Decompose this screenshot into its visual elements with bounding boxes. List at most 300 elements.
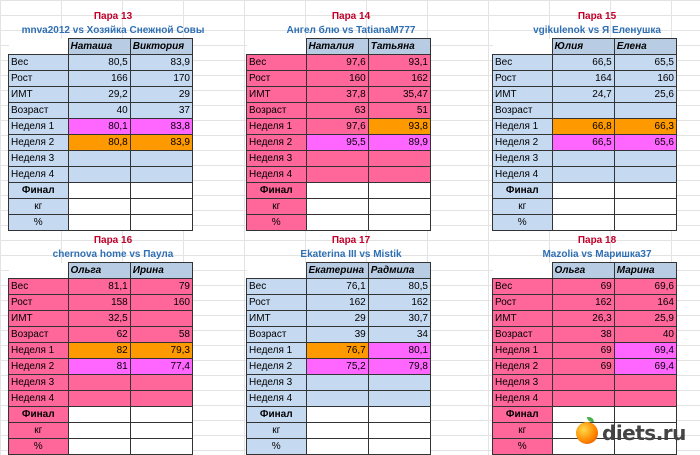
- value-cell[interactable]: [368, 215, 430, 231]
- kg-row: [9, 423, 193, 439]
- value-cell[interactable]: [552, 183, 614, 199]
- pct-row: [247, 215, 431, 231]
- pct-label: %: [493, 215, 553, 231]
- row-label: Возраст: [493, 103, 553, 119]
- value-cell[interactable]: 79,8: [368, 359, 430, 375]
- pair-block: [246, 10, 456, 231]
- row-label: Неделя 3: [9, 151, 69, 167]
- value-cell[interactable]: [130, 375, 192, 391]
- participant-name: Марина: [614, 263, 676, 279]
- value-cell[interactable]: 160: [130, 295, 192, 311]
- value-cell[interactable]: [130, 391, 192, 407]
- logo-text: diets.ru: [602, 421, 686, 445]
- value-cell[interactable]: [552, 167, 614, 183]
- value-cell[interactable]: [614, 167, 676, 183]
- value-cell[interactable]: 80,1: [368, 343, 430, 359]
- data-row: [493, 279, 677, 295]
- value-cell[interactable]: [68, 391, 130, 407]
- data-row: [9, 135, 193, 151]
- value-cell[interactable]: 82: [68, 343, 130, 359]
- data-row: [9, 55, 193, 71]
- value-cell[interactable]: [306, 423, 368, 439]
- data-row: [247, 279, 431, 295]
- pct-row: [247, 439, 431, 455]
- value-cell[interactable]: [614, 215, 676, 231]
- pct-row: [493, 215, 677, 231]
- value-cell[interactable]: [368, 151, 430, 167]
- row-label: Рост: [247, 295, 307, 311]
- value-cell[interactable]: 76,7: [306, 343, 368, 359]
- header-row: [493, 39, 677, 55]
- kg-label: кг: [9, 199, 69, 215]
- value-cell[interactable]: [68, 199, 130, 215]
- row-label: Возраст: [247, 327, 307, 343]
- data-row: [9, 71, 193, 87]
- value-cell[interactable]: [68, 215, 130, 231]
- header-blank-cell: [9, 39, 69, 55]
- weight-table: [8, 262, 193, 455]
- pair-number: Пара 16: [93, 235, 133, 246]
- value-cell[interactable]: [614, 375, 676, 391]
- value-cell[interactable]: 164: [552, 71, 614, 87]
- final-row: [9, 407, 193, 423]
- value-cell[interactable]: 80,1: [68, 119, 130, 135]
- value-cell[interactable]: 35,47: [368, 87, 430, 103]
- data-row: [247, 87, 431, 103]
- data-row: [493, 343, 677, 359]
- value-cell[interactable]: 65,5: [614, 55, 676, 71]
- pct-label: %: [493, 439, 553, 455]
- kg-label: кг: [493, 423, 553, 439]
- final-label: Финал: [247, 407, 307, 423]
- value-cell[interactable]: 39: [306, 327, 368, 343]
- row-label: Рост: [493, 71, 553, 87]
- kg-label: кг: [247, 423, 307, 439]
- row-label: ИМТ: [247, 311, 307, 327]
- data-row: [247, 327, 431, 343]
- value-cell[interactable]: [552, 375, 614, 391]
- row-label: Возраст: [9, 103, 69, 119]
- data-row: [9, 391, 193, 407]
- row-label: Неделя 3: [247, 151, 307, 167]
- data-row: [247, 359, 431, 375]
- value-cell[interactable]: [306, 199, 368, 215]
- value-cell[interactable]: [130, 151, 192, 167]
- value-cell[interactable]: [368, 199, 430, 215]
- final-row: [9, 183, 193, 199]
- data-row: [9, 375, 193, 391]
- row-label: Рост: [247, 71, 307, 87]
- data-row: [9, 343, 193, 359]
- pct-label: %: [9, 439, 69, 455]
- data-row: [247, 135, 431, 151]
- value-cell[interactable]: 80,8: [68, 135, 130, 151]
- row-label: Неделя 1: [493, 119, 553, 135]
- value-cell[interactable]: [68, 151, 130, 167]
- header-row: [493, 263, 677, 279]
- data-row: [493, 55, 677, 71]
- pct-label: %: [247, 439, 307, 455]
- row-label: Неделя 2: [9, 359, 69, 375]
- match-title: Ekaterina III vs Mistik: [300, 249, 402, 260]
- data-row: [9, 119, 193, 135]
- row-label: Рост: [493, 295, 553, 311]
- value-cell[interactable]: 79,3: [130, 343, 192, 359]
- value-cell[interactable]: [68, 407, 130, 423]
- value-cell[interactable]: 164: [614, 295, 676, 311]
- header-row: [9, 39, 193, 55]
- data-row: [247, 103, 431, 119]
- value-cell[interactable]: 69: [552, 343, 614, 359]
- header-blank-cell: [9, 263, 69, 279]
- row-label: Неделя 3: [9, 375, 69, 391]
- header-blank-cell: [247, 39, 307, 55]
- pair-number: Пара 15: [577, 11, 617, 22]
- row-label: ИМТ: [247, 87, 307, 103]
- data-row: [247, 391, 431, 407]
- value-cell[interactable]: [368, 423, 430, 439]
- participant-name: Наташа: [68, 39, 130, 55]
- pair-number: Пара 17: [331, 235, 371, 246]
- value-cell[interactable]: 30,7: [368, 311, 430, 327]
- value-cell[interactable]: [614, 151, 676, 167]
- kg-row: [247, 423, 431, 439]
- value-cell[interactable]: 58: [130, 327, 192, 343]
- value-cell[interactable]: 63: [306, 103, 368, 119]
- value-cell[interactable]: 81: [68, 359, 130, 375]
- data-row: [493, 151, 677, 167]
- value-cell[interactable]: [306, 167, 368, 183]
- header-row: [247, 263, 431, 279]
- data-row: [247, 55, 431, 71]
- value-cell[interactable]: 162: [552, 295, 614, 311]
- value-cell[interactable]: [306, 183, 368, 199]
- value-cell[interactable]: [368, 439, 430, 455]
- pct-row: [9, 215, 193, 231]
- value-cell[interactable]: 34: [368, 327, 430, 343]
- data-row: [247, 167, 431, 183]
- kg-label: кг: [247, 199, 307, 215]
- data-row: [9, 311, 193, 327]
- value-cell[interactable]: 29,2: [68, 87, 130, 103]
- value-cell[interactable]: [552, 391, 614, 407]
- participant-name: Ольга: [68, 263, 130, 279]
- value-cell[interactable]: 40: [614, 327, 676, 343]
- weight-table: [492, 38, 677, 231]
- row-label: Неделя 1: [9, 119, 69, 135]
- pct-label: %: [247, 215, 307, 231]
- header-row: [247, 39, 431, 55]
- data-row: [493, 327, 677, 343]
- diets-logo[interactable]: [576, 418, 696, 448]
- row-label: Неделя 4: [9, 391, 69, 407]
- row-label: Неделя 3: [493, 375, 553, 391]
- data-row: [247, 119, 431, 135]
- value-cell[interactable]: 97,6: [306, 55, 368, 71]
- row-label: Неделя 1: [9, 343, 69, 359]
- row-label: Неделя 4: [493, 391, 553, 407]
- value-cell[interactable]: 79: [130, 279, 192, 295]
- row-label: Рост: [9, 71, 69, 87]
- kg-row: [247, 199, 431, 215]
- data-row: [247, 295, 431, 311]
- value-cell[interactable]: [68, 375, 130, 391]
- value-cell[interactable]: [552, 103, 614, 119]
- value-cell[interactable]: [130, 199, 192, 215]
- row-label: Неделя 1: [493, 343, 553, 359]
- value-cell[interactable]: 51: [368, 103, 430, 119]
- value-cell[interactable]: 81,1: [68, 279, 130, 295]
- weight-table: [246, 38, 431, 231]
- value-cell[interactable]: [130, 407, 192, 423]
- match-title: Ангел блю vs TatianaM777: [286, 25, 416, 36]
- kg-label: кг: [493, 199, 553, 215]
- final-label: Финал: [9, 183, 69, 199]
- pair-block: [8, 10, 218, 231]
- value-cell[interactable]: 29: [306, 311, 368, 327]
- value-cell[interactable]: [614, 103, 676, 119]
- row-label: Неделя 4: [9, 167, 69, 183]
- value-cell[interactable]: 76,1: [306, 279, 368, 295]
- data-row: [493, 71, 677, 87]
- value-cell[interactable]: 66,5: [552, 135, 614, 151]
- kg-label: кг: [9, 423, 69, 439]
- header-blank-cell: [493, 39, 553, 55]
- value-cell[interactable]: 83,8: [130, 119, 192, 135]
- participant-name: Екатерина: [306, 263, 368, 279]
- kg-row: [493, 199, 677, 215]
- value-cell[interactable]: [368, 407, 430, 423]
- row-label: Неделя 3: [493, 151, 553, 167]
- value-cell[interactable]: 93,1: [368, 55, 430, 71]
- data-row: [493, 135, 677, 151]
- row-label: Возраст: [247, 103, 307, 119]
- row-label: Возраст: [9, 327, 69, 343]
- value-cell[interactable]: 89,9: [368, 135, 430, 151]
- row-label: ИМТ: [493, 87, 553, 103]
- value-cell[interactable]: [130, 215, 192, 231]
- value-cell[interactable]: 66,3: [614, 119, 676, 135]
- participant-name: Татьяна: [368, 39, 430, 55]
- data-row: [247, 71, 431, 87]
- value-cell[interactable]: [68, 439, 130, 455]
- data-row: [493, 375, 677, 391]
- value-cell[interactable]: [306, 375, 368, 391]
- data-row: [493, 167, 677, 183]
- value-cell[interactable]: 24,7: [552, 87, 614, 103]
- pct-label: %: [9, 215, 69, 231]
- match-title: mnva2012 vs Хозяйка Снежной Совы: [21, 25, 205, 36]
- kg-row: [9, 199, 193, 215]
- value-cell[interactable]: [306, 391, 368, 407]
- row-label: Вес: [9, 279, 69, 295]
- match-title: chernova home vs Паула: [52, 249, 174, 260]
- data-row: [493, 295, 677, 311]
- value-cell[interactable]: 38: [552, 327, 614, 343]
- participant-name: Наталия: [306, 39, 368, 55]
- value-cell[interactable]: [306, 407, 368, 423]
- value-cell[interactable]: [614, 199, 676, 215]
- data-row: [247, 311, 431, 327]
- value-cell[interactable]: [130, 183, 192, 199]
- data-row: [493, 103, 677, 119]
- weight-table: [246, 262, 431, 455]
- row-label: Неделя 2: [493, 359, 553, 375]
- final-row: [247, 407, 431, 423]
- data-row: [247, 151, 431, 167]
- data-row: [247, 375, 431, 391]
- value-cell[interactable]: 69,4: [614, 359, 676, 375]
- value-cell[interactable]: 77,4: [130, 359, 192, 375]
- value-cell[interactable]: 69,6: [614, 279, 676, 295]
- final-label: Финал: [247, 183, 307, 199]
- value-cell[interactable]: 69,4: [614, 343, 676, 359]
- data-row: [9, 327, 193, 343]
- row-label: Вес: [9, 55, 69, 71]
- value-cell[interactable]: 69: [552, 279, 614, 295]
- participant-name: Елена: [614, 39, 676, 55]
- value-cell[interactable]: 37,8: [306, 87, 368, 103]
- header-blank-cell: [493, 263, 553, 279]
- row-label: Неделя 2: [247, 359, 307, 375]
- value-cell[interactable]: [552, 199, 614, 215]
- value-cell[interactable]: 66,5: [552, 55, 614, 71]
- value-cell[interactable]: [306, 151, 368, 167]
- row-label: Неделя 2: [247, 135, 307, 151]
- data-row: [9, 87, 193, 103]
- row-label: Неделя 4: [247, 391, 307, 407]
- value-cell[interactable]: 69: [552, 359, 614, 375]
- value-cell[interactable]: [552, 215, 614, 231]
- row-label: Неделя 3: [247, 375, 307, 391]
- row-label: Рост: [9, 295, 69, 311]
- participant-name: Радмила: [368, 263, 430, 279]
- pair-number: Пара 18: [577, 235, 617, 246]
- participant-name: Виктория: [130, 39, 192, 55]
- weight-table: [8, 38, 193, 231]
- value-cell[interactable]: 25,6: [614, 87, 676, 103]
- value-cell[interactable]: 83,9: [130, 135, 192, 151]
- pair-number: Пара 14: [331, 11, 371, 22]
- value-cell[interactable]: [68, 423, 130, 439]
- final-label: Финал: [493, 183, 553, 199]
- value-cell[interactable]: [130, 423, 192, 439]
- value-cell[interactable]: [306, 215, 368, 231]
- row-label: Вес: [247, 55, 307, 71]
- data-row: [493, 391, 677, 407]
- value-cell[interactable]: [368, 375, 430, 391]
- value-cell[interactable]: 162: [306, 295, 368, 311]
- row-label: ИМТ: [493, 311, 553, 327]
- row-label: Неделя 1: [247, 119, 307, 135]
- value-cell[interactable]: [368, 391, 430, 407]
- value-cell[interactable]: 162: [368, 295, 430, 311]
- row-label: Вес: [493, 55, 553, 71]
- data-row: [493, 119, 677, 135]
- pair-number: Пара 13: [93, 11, 133, 22]
- value-cell[interactable]: [130, 167, 192, 183]
- row-label: Неделя 2: [493, 135, 553, 151]
- value-cell[interactable]: 75,2: [306, 359, 368, 375]
- data-row: [247, 343, 431, 359]
- value-cell[interactable]: 80,5: [368, 279, 430, 295]
- data-row: [9, 295, 193, 311]
- final-label: Финал: [9, 407, 69, 423]
- value-cell[interactable]: [68, 183, 130, 199]
- data-row: [493, 87, 677, 103]
- match-title: vgikulenok vs Я Еленушка: [533, 25, 661, 36]
- value-cell[interactable]: [368, 167, 430, 183]
- value-cell[interactable]: 32,5: [68, 311, 130, 327]
- value-cell[interactable]: 162: [368, 71, 430, 87]
- data-row: [9, 167, 193, 183]
- data-row: [9, 359, 193, 375]
- value-cell[interactable]: 25,9: [614, 311, 676, 327]
- header-row: [9, 263, 193, 279]
- value-cell[interactable]: 37: [130, 103, 192, 119]
- value-cell[interactable]: [130, 311, 192, 327]
- row-label: Неделя 4: [493, 167, 553, 183]
- value-cell[interactable]: 160: [614, 71, 676, 87]
- row-label: Неделя 1: [247, 343, 307, 359]
- match-title: Mazolia vs Маришка37: [542, 249, 652, 260]
- value-cell[interactable]: 170: [130, 71, 192, 87]
- header-blank-cell: [247, 263, 307, 279]
- row-label: ИМТ: [9, 87, 69, 103]
- participant-name: Ольга: [552, 263, 614, 279]
- participant-name: Ирина: [130, 263, 192, 279]
- row-label: Возраст: [493, 327, 553, 343]
- value-cell[interactable]: [68, 167, 130, 183]
- value-cell[interactable]: [306, 439, 368, 455]
- data-row: [493, 311, 677, 327]
- value-cell[interactable]: 40: [68, 103, 130, 119]
- data-row: [9, 279, 193, 295]
- value-cell[interactable]: 29: [130, 87, 192, 103]
- final-label: Финал: [493, 407, 553, 423]
- row-label: Неделя 4: [247, 167, 307, 183]
- value-cell[interactable]: 158: [68, 295, 130, 311]
- final-row: [247, 183, 431, 199]
- data-row: [493, 359, 677, 375]
- value-cell[interactable]: [614, 183, 676, 199]
- value-cell[interactable]: [552, 151, 614, 167]
- value-cell[interactable]: 65,6: [614, 135, 676, 151]
- pair-block: [246, 234, 456, 455]
- value-cell[interactable]: 80,5: [68, 55, 130, 71]
- value-cell[interactable]: [130, 439, 192, 455]
- data-row: [9, 103, 193, 119]
- final-row: [493, 183, 677, 199]
- value-cell[interactable]: 95,5: [306, 135, 368, 151]
- participant-name: Юлия: [552, 39, 614, 55]
- value-cell[interactable]: 160: [306, 71, 368, 87]
- data-row: [9, 151, 193, 167]
- value-cell[interactable]: [614, 391, 676, 407]
- pair-block: [492, 10, 700, 231]
- pct-row: [9, 439, 193, 455]
- value-cell[interactable]: 97,6: [306, 119, 368, 135]
- row-label: ИМТ: [9, 311, 69, 327]
- value-cell[interactable]: 93,8: [368, 119, 430, 135]
- value-cell[interactable]: 83,9: [130, 55, 192, 71]
- row-label: Вес: [247, 279, 307, 295]
- value-cell[interactable]: 26,3: [552, 311, 614, 327]
- value-cell[interactable]: 62: [68, 327, 130, 343]
- value-cell[interactable]: 166: [68, 71, 130, 87]
- value-cell[interactable]: 66,8: [552, 119, 614, 135]
- value-cell[interactable]: [368, 183, 430, 199]
